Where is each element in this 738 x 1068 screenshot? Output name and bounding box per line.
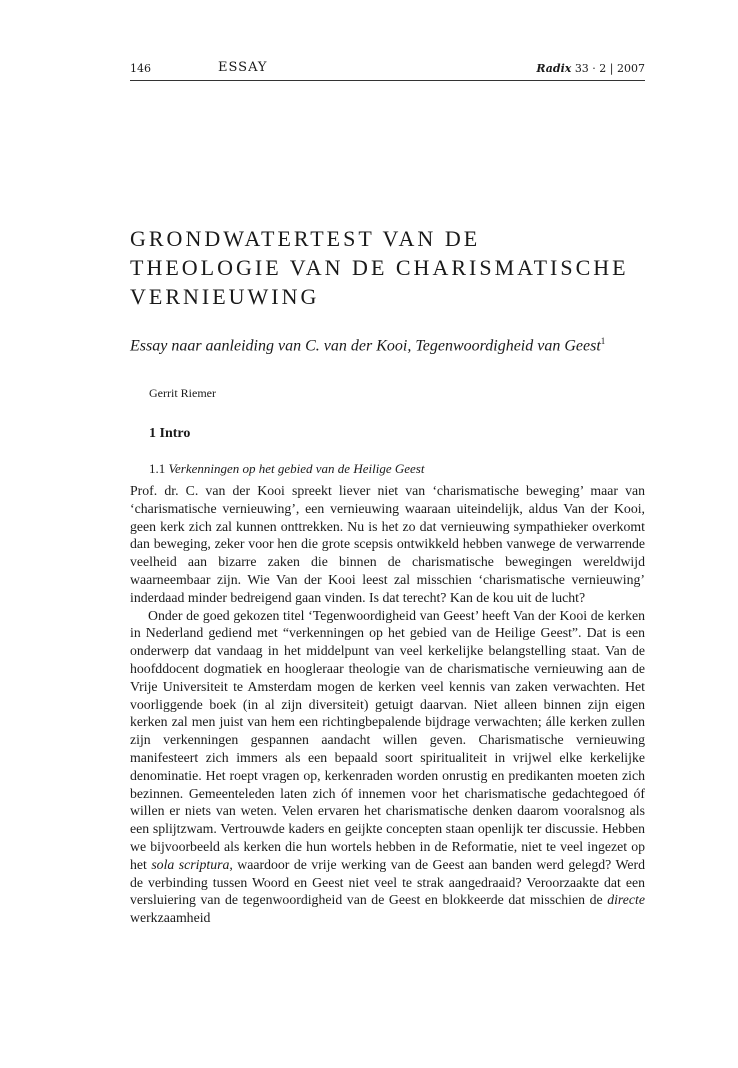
running-head <box>130 60 645 81</box>
journal-citation <box>536 62 645 75</box>
subsection-heading <box>149 461 424 477</box>
latin-term: sola scriptura <box>151 856 230 872</box>
subsection-title: Verkenningen op het gebied van de Heilige Geest <box>168 461 425 476</box>
subtitle-book-title: Tegenwoordigheid van Geest <box>415 337 601 355</box>
subtitle-text: Essay naar aanleiding van C. van der Kooi, <box>130 337 416 355</box>
author-name: Gerrit Riemer <box>149 386 216 400</box>
article-subtitle <box>130 336 670 355</box>
page-number: 146 <box>130 62 151 75</box>
title-line: VERNIEUWING <box>130 284 320 309</box>
emphasis-term: directe <box>607 892 645 908</box>
paragraph-text: , waardoor de vrije werking van de Geest aan banden werd gelegd? Werd de verbinding tussen Woord en Geest niet veel te strak aangedraaid? Veroorzaakte dat een versluiering van de tegenwoordigheid van de Geest en blokkeerde dat misschien de <box>130 856 646 908</box>
article-title <box>130 224 670 311</box>
section-heading: 1 Intro <box>149 426 191 441</box>
title-line: THEOLOGIE VAN DE CHARISMATISCHE <box>130 255 629 280</box>
body-text <box>130 482 645 927</box>
title-line: GRONDWATERTEST VAN DE <box>130 226 481 251</box>
subsection-number: 1.1 <box>149 461 169 476</box>
journal-issue: 33 · 2 | 2007 <box>574 62 645 75</box>
paragraph <box>130 607 645 927</box>
paragraph-text: werkzaamheid <box>130 910 211 926</box>
paragraph-text: Onder de goed gekozen titel ‘Tegenwoordigheid van Geest’ heeft Van der Kooi de kerken in Nederland gediend met “verkenningen op het gebied van de Heilige Geest”. Dat is een onderwerp dat vandaag in het middelpunt van veel kerkelijke belangstelling staat. Van de hoofddocent dogmatiek en hoogleraar theologie van de charismatische vernieuwing aan de Vrije Universiteit te Amsterdam mogen de kerken veel kennis van zaken verwachten. Het voorliggende boek (in al zijn diversiteit) getuigt daarvan. Niet alleen binnen zijn eigen kerken zal men juist van hem een richtingbepalende bijdrage verwachten; álle kerken zullen zijn verkenningen gespannen aandacht willen geven. Charismatische vernieuwing manifesteert zich immers als een bepaald soort spiritualiteit in vrijwel elke kerkelijke denominatie. Het roept vragen op, kerkenraden worden onrustig en predikanten moeten zich bezinnen. Gemeenteleden laten zich óf innemen voor het charismatische gedachtegoed óf willen er niets van weten. Velen ervaren het charismatische denken daarom vooralsnog als een splijtzwam. Vertrouwde kaders en geijkte concepten staan openlijk ter discussie. Hebben we bijvoorbeeld als kerken die hun wortels hebben in de Reformatie, niet te veel ingezet op het <box>130 607 645 872</box>
journal-name: Radix <box>536 62 572 75</box>
footnote-marker: 1 <box>600 336 606 346</box>
paragraph: Prof. dr. C. van der Kooi spreekt liever niet van ‘charismatische beweging’ maar van ‘charismatische vernieuwing’, een vernieuwing waaraan uiteindelijk, aldus Van der Kooi, geen kerk zich zal kunnen onttrekken. Nu is het zo dat vernieuwing sympathieker overkomt dan beweging, zeker voor hen die grote scepsis ontwikkeld hebben vanwege de verwarrende veelheid aan bizarre zaken die binnen de charismatische bewegingen wereldwijd waarneembaar zijn. Wie Van der Kooi leest zal misschien ‘charismatische vernieuwing’ inderdaad minder bedreigend gaan vinden. Is dat terecht? Kan de kou uit de lucht? <box>130 483 645 605</box>
section-label: ESSAY <box>218 60 268 75</box>
